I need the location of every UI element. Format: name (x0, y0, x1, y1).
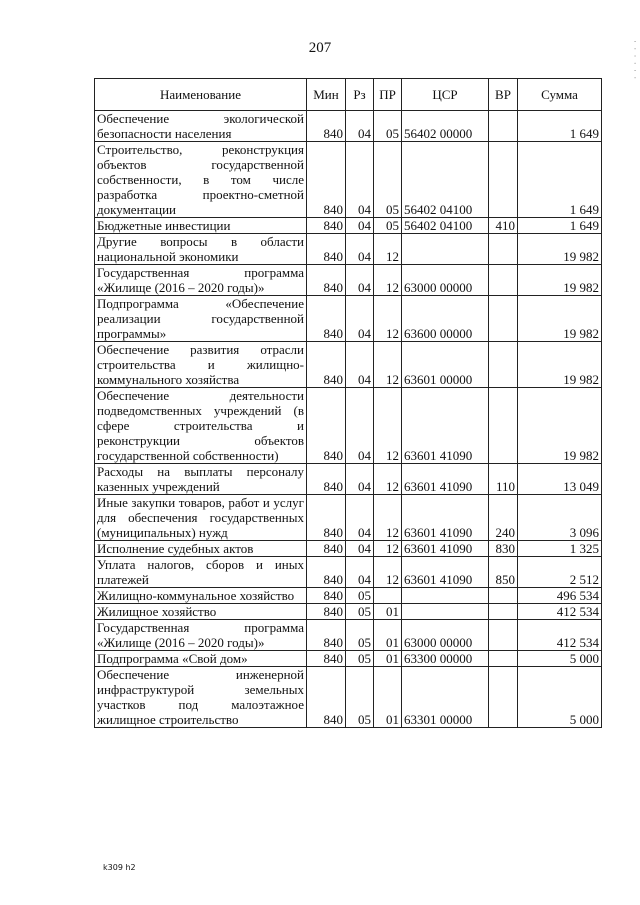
cell-min: 840 (307, 296, 346, 342)
cell-rz: 04 (346, 388, 374, 464)
cell-pr: 05 (374, 142, 402, 218)
cell-csr: 63600 00000 (402, 296, 489, 342)
cell-pr: 05 (374, 111, 402, 142)
cell-pr: 12 (374, 234, 402, 265)
cell-vr: 110 (489, 464, 518, 495)
cell-rz: 04 (346, 557, 374, 588)
table-row (95, 588, 602, 604)
cell-rz: 05 (346, 620, 374, 651)
cell-pr: 01 (374, 620, 402, 651)
cell-rz: 04 (346, 495, 374, 541)
table-row (95, 620, 602, 651)
cell-sum: 5 000 (518, 667, 602, 728)
cell-rz: 04 (346, 296, 374, 342)
table-row (95, 495, 602, 541)
cell-min: 840 (307, 588, 346, 604)
table-header-row (95, 79, 602, 111)
header-pr: ПР (374, 79, 402, 111)
table-body (95, 111, 602, 728)
cell-pr: 12 (374, 541, 402, 557)
cell-sum: 1 649 (518, 218, 602, 234)
cell-sum: 13 049 (518, 464, 602, 495)
cell-name: Обеспечение экологической безопасности населения (95, 111, 307, 142)
cell-rz: 05 (346, 604, 374, 620)
cell-name: Жилищное хозяйство (95, 604, 307, 620)
cell-sum: 496 534 (518, 588, 602, 604)
table-row (95, 604, 602, 620)
table-row (95, 388, 602, 464)
cell-name: Обеспечение деятельности подведомственных учреждений (в сфере строительства и реконструкции объектов государственной собственности) (95, 388, 307, 464)
table-row (95, 296, 602, 342)
cell-vr (489, 234, 518, 265)
cell-min: 840 (307, 541, 346, 557)
cell-min: 840 (307, 667, 346, 728)
cell-min: 840 (307, 495, 346, 541)
cell-csr: 63601 00000 (402, 342, 489, 388)
cell-vr (489, 604, 518, 620)
cell-rz: 04 (346, 342, 374, 388)
cell-min: 840 (307, 464, 346, 495)
table-row (95, 234, 602, 265)
table-row (95, 218, 602, 234)
header-vr: ВР (489, 79, 518, 111)
margin-mark: · · · · · · (630, 40, 640, 81)
cell-pr: 12 (374, 265, 402, 296)
cell-pr: 05 (374, 218, 402, 234)
cell-sum: 19 982 (518, 388, 602, 464)
cell-csr: 63601 41090 (402, 541, 489, 557)
cell-csr: 63601 41090 (402, 557, 489, 588)
cell-csr: 63300 00000 (402, 651, 489, 667)
cell-name: Уплата налогов, сборов и иных платежей (95, 557, 307, 588)
cell-sum: 412 534 (518, 604, 602, 620)
cell-vr (489, 265, 518, 296)
cell-csr: 63301 00000 (402, 667, 489, 728)
cell-min: 840 (307, 234, 346, 265)
cell-vr (489, 651, 518, 667)
cell-pr: 12 (374, 464, 402, 495)
footer-code: k309 h2 (103, 863, 136, 872)
cell-min: 840 (307, 388, 346, 464)
cell-name: Государственная программа «Жилище (2016 – 2020 годы)» (95, 265, 307, 296)
header-rz: Рз (346, 79, 374, 111)
cell-pr: 12 (374, 296, 402, 342)
cell-sum: 2 512 (518, 557, 602, 588)
cell-sum: 19 982 (518, 342, 602, 388)
cell-min: 840 (307, 620, 346, 651)
table-row (95, 651, 602, 667)
budget-table (94, 78, 602, 728)
cell-pr: 12 (374, 342, 402, 388)
table-row (95, 464, 602, 495)
cell-sum: 19 982 (518, 265, 602, 296)
cell-sum: 1 325 (518, 541, 602, 557)
cell-name: Подпрограмма «Свой дом» (95, 651, 307, 667)
cell-csr: 63601 41090 (402, 464, 489, 495)
cell-rz: 05 (346, 588, 374, 604)
cell-name: Жилищно-коммунальное хозяйство (95, 588, 307, 604)
cell-rz: 04 (346, 218, 374, 234)
cell-vr: 850 (489, 557, 518, 588)
table-row (95, 142, 602, 218)
cell-rz: 04 (346, 541, 374, 557)
cell-vr (489, 342, 518, 388)
cell-sum: 412 534 (518, 620, 602, 651)
cell-csr (402, 604, 489, 620)
cell-rz: 04 (346, 464, 374, 495)
table-row (95, 541, 602, 557)
cell-pr: 12 (374, 495, 402, 541)
cell-pr: 12 (374, 388, 402, 464)
cell-sum: 5 000 (518, 651, 602, 667)
cell-vr (489, 388, 518, 464)
cell-pr: 01 (374, 651, 402, 667)
header-name: Наименование (95, 79, 307, 111)
cell-sum: 19 982 (518, 234, 602, 265)
cell-vr: 410 (489, 218, 518, 234)
cell-min: 840 (307, 651, 346, 667)
cell-csr: 56402 04100 (402, 218, 489, 234)
cell-name: Государственная программа «Жилище (2016 – 2020 годы)» (95, 620, 307, 651)
cell-vr (489, 111, 518, 142)
cell-name: Другие вопросы в области национальной экономики (95, 234, 307, 265)
cell-rz: 05 (346, 651, 374, 667)
cell-min: 840 (307, 342, 346, 388)
cell-csr: 63000 00000 (402, 265, 489, 296)
cell-rz: 05 (346, 667, 374, 728)
cell-name: Иные закупки товаров, работ и услуг для обеспечения государственных (муниципальных) нужд (95, 495, 307, 541)
cell-csr (402, 234, 489, 265)
cell-pr: 12 (374, 557, 402, 588)
cell-min: 840 (307, 111, 346, 142)
cell-name: Обеспечение развития отрасли строительства и жилищно-коммунального хозяйства (95, 342, 307, 388)
cell-min: 840 (307, 604, 346, 620)
cell-vr (489, 620, 518, 651)
cell-vr (489, 667, 518, 728)
table-row (95, 111, 602, 142)
cell-name: Бюджетные инвестиции (95, 218, 307, 234)
cell-vr (489, 588, 518, 604)
cell-pr: 01 (374, 604, 402, 620)
cell-vr: 830 (489, 541, 518, 557)
cell-vr (489, 296, 518, 342)
cell-pr (374, 588, 402, 604)
cell-csr (402, 588, 489, 604)
header-sum: Сумма (518, 79, 602, 111)
cell-sum: 1 649 (518, 111, 602, 142)
cell-name: Расходы на выплаты персоналу казенных учреждений (95, 464, 307, 495)
cell-rz: 04 (346, 265, 374, 296)
cell-vr (489, 142, 518, 218)
cell-csr: 56402 00000 (402, 111, 489, 142)
cell-min: 840 (307, 265, 346, 296)
cell-min: 840 (307, 557, 346, 588)
cell-pr: 01 (374, 667, 402, 728)
cell-csr: 63601 41090 (402, 388, 489, 464)
cell-name: Обеспечение инженерной инфраструктурой земельных участков под малоэтажное жилищное строительство (95, 667, 307, 728)
cell-rz: 04 (346, 142, 374, 218)
cell-csr: 63000 00000 (402, 620, 489, 651)
header-min: Мин (307, 79, 346, 111)
cell-name: Строительство, реконструкция объектов государственной собственности, в том числе разработка проектно-сметной документации (95, 142, 307, 218)
cell-sum: 19 982 (518, 296, 602, 342)
cell-csr: 63601 41090 (402, 495, 489, 541)
cell-sum: 3 096 (518, 495, 602, 541)
page-number: 207 (308, 40, 332, 56)
cell-sum: 1 649 (518, 142, 602, 218)
cell-name: Подпрограмма «Обеспечение реализации государственной программы» (95, 296, 307, 342)
cell-rz: 04 (346, 234, 374, 265)
table-row (95, 557, 602, 588)
table-row (95, 265, 602, 296)
header-csr: ЦСР (402, 79, 489, 111)
cell-rz: 04 (346, 111, 374, 142)
table-row (95, 667, 602, 728)
cell-name: Исполнение судебных актов (95, 541, 307, 557)
table-row (95, 342, 602, 388)
cell-min: 840 (307, 218, 346, 234)
cell-csr: 56402 04100 (402, 142, 489, 218)
cell-vr: 240 (489, 495, 518, 541)
cell-min: 840 (307, 142, 346, 218)
